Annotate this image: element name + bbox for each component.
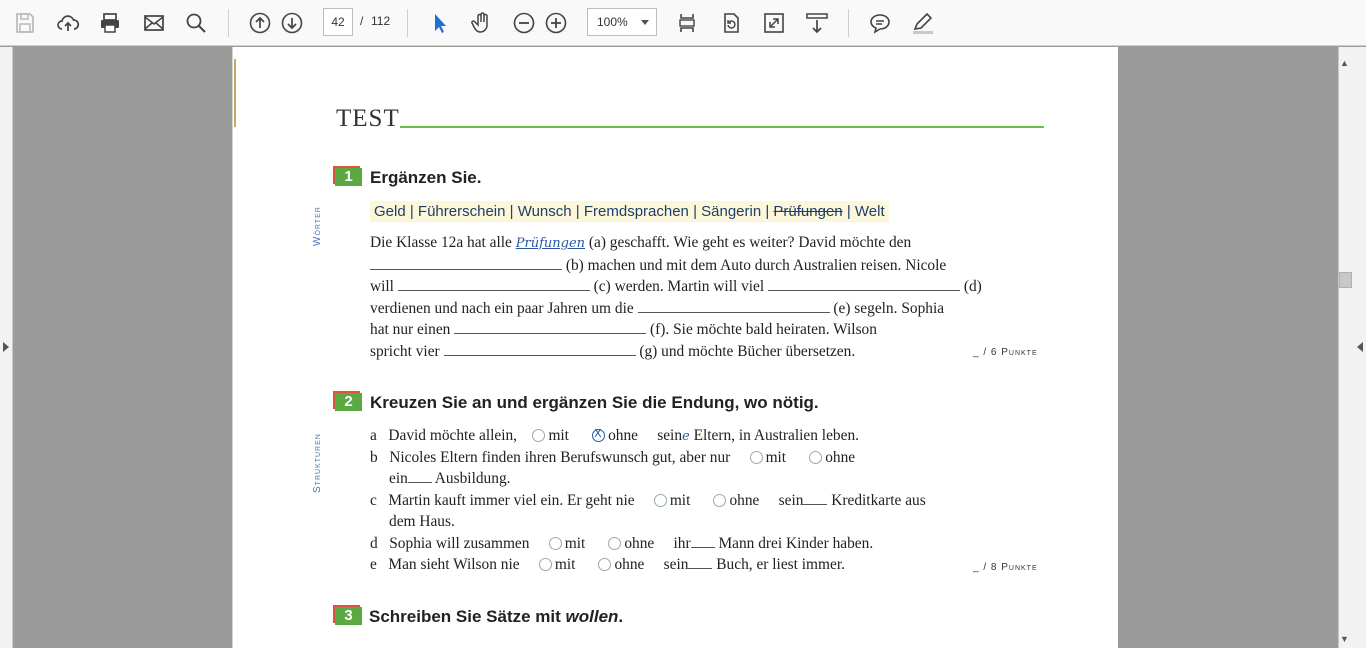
total-pages: 112 bbox=[371, 14, 391, 28]
section-1-side-label: Wörter bbox=[312, 206, 323, 246]
zoom-out-icon[interactable] bbox=[509, 8, 539, 38]
exercise-1-line bbox=[370, 276, 982, 296]
text-segment: (g) und möchte Bücher übersetzen. bbox=[635, 343, 856, 360]
exercise-2-item-c bbox=[370, 492, 926, 510]
exercise-2-item-e bbox=[370, 556, 845, 574]
item-text: David möchte allein, bbox=[388, 427, 518, 444]
text-segment: sein bbox=[778, 492, 804, 509]
word-bank-item: Geld bbox=[374, 203, 406, 220]
text-segment: (d) bbox=[960, 278, 982, 295]
answer-blank bbox=[638, 298, 830, 313]
word-bank-item: Sängerin bbox=[701, 203, 762, 220]
text-segment: ihr bbox=[673, 535, 691, 552]
text-segment: Die Klasse 12a hat alle bbox=[370, 234, 516, 251]
toolbar-divider bbox=[848, 9, 849, 37]
answer-blank bbox=[454, 319, 646, 334]
full-screen-icon[interactable] bbox=[759, 8, 789, 38]
exercise-1-line bbox=[370, 298, 944, 318]
scrollbar-thumb[interactable] bbox=[1339, 272, 1352, 288]
word-bank-item: Führerschein bbox=[417, 203, 506, 220]
title-segment: Schreiben Sie Sätze mit bbox=[369, 607, 566, 626]
text-segment: Eltern, in Australien leben. bbox=[689, 427, 859, 444]
option-label: mit bbox=[765, 449, 787, 466]
answer-blank bbox=[803, 492, 827, 505]
answer-blank bbox=[408, 470, 432, 483]
word-bank-item: Fremdsprachen bbox=[583, 203, 689, 220]
word-bank-separator: | bbox=[842, 203, 855, 220]
zoom-value: 100% bbox=[597, 15, 628, 29]
text-segment: sein bbox=[663, 556, 689, 573]
page-edge bbox=[232, 47, 233, 648]
answer-blank bbox=[444, 341, 636, 356]
word-bank-item-crossed: Prüfungen bbox=[773, 203, 843, 220]
comment-icon[interactable] bbox=[865, 8, 895, 38]
option-label: ohne bbox=[825, 449, 856, 466]
section-2-title: Kreuzen Sie an und ergänzen Sie die Endung, wo nötig. bbox=[370, 393, 819, 412]
answer-blank bbox=[370, 255, 562, 270]
option-label: ohne bbox=[729, 492, 760, 509]
next-page-icon[interactable] bbox=[277, 8, 307, 38]
title-emphasis: wollen bbox=[565, 607, 619, 626]
upload-cloud-icon[interactable] bbox=[53, 8, 83, 38]
option-label: mit bbox=[548, 427, 569, 444]
word-bank-item: Welt bbox=[854, 203, 885, 220]
section-2-number: 2 bbox=[335, 393, 362, 411]
text-segment: spricht vier bbox=[370, 343, 444, 360]
title-segment: . bbox=[618, 607, 624, 626]
text-segment: Ausbildung. bbox=[431, 470, 511, 487]
page-number-input[interactable]: 42 bbox=[323, 8, 353, 36]
item-letter: b bbox=[370, 449, 378, 466]
radio-circle[interactable] bbox=[608, 537, 621, 550]
option-label: ohne bbox=[624, 535, 655, 552]
section-1-points: _ / 6 Punkte bbox=[973, 347, 1038, 358]
toolbar bbox=[0, 0, 1366, 46]
option-label: mit bbox=[564, 535, 586, 552]
title-rule bbox=[400, 126, 1044, 128]
text-segment: Buch, er liest immer. bbox=[712, 556, 845, 573]
radio-circle-checked[interactable] bbox=[592, 429, 605, 442]
rotate-page-icon[interactable] bbox=[716, 8, 746, 38]
text-segment: (f). Sie möchte bald heiraten. Wilson bbox=[646, 321, 877, 338]
radio-circle[interactable] bbox=[532, 429, 545, 442]
section-2-points: _ / 8 Punkte bbox=[973, 562, 1038, 573]
radio-circle[interactable] bbox=[539, 558, 552, 571]
text-segment: (e) segeln. Sophia bbox=[829, 300, 945, 317]
zoom-select[interactable] bbox=[587, 8, 657, 36]
item-letter: d bbox=[370, 535, 378, 552]
chevron-down-icon bbox=[641, 20, 649, 25]
text-segment: (b) machen und mit dem Auto durch Australien reisen. Nicole bbox=[562, 257, 947, 274]
text-segment: Mann drei Kinder haben. bbox=[714, 535, 874, 552]
text-segment: (a) geschafft. Wie geht es weiter? David möchte den bbox=[585, 234, 912, 251]
item-letter: e bbox=[370, 556, 377, 573]
expand-right-panel-icon[interactable] bbox=[1357, 342, 1363, 352]
word-bank-separator: | bbox=[571, 203, 584, 220]
search-icon[interactable] bbox=[181, 8, 211, 38]
text-segment: dem Haus. bbox=[389, 513, 455, 530]
scroll-up-icon[interactable]: ▲ bbox=[1340, 58, 1349, 68]
handwritten-answer: Prüfungen bbox=[515, 236, 586, 251]
item-letter: c bbox=[370, 492, 377, 509]
page-separator: / bbox=[360, 14, 364, 28]
answer-blank bbox=[688, 556, 712, 569]
section-2-side-label: Strukturen bbox=[312, 433, 323, 493]
handwritten-ending: e bbox=[682, 429, 690, 444]
radio-circle[interactable] bbox=[809, 451, 822, 464]
word-bank bbox=[370, 201, 889, 222]
section-3-title bbox=[369, 607, 623, 627]
exercise-2-item-a bbox=[370, 427, 859, 445]
item-text: Man sieht Wilson nie bbox=[388, 556, 520, 573]
answer-blank bbox=[768, 276, 960, 291]
print-icon[interactable] bbox=[95, 8, 125, 38]
toolbar-divider bbox=[407, 9, 408, 37]
radio-circle[interactable] bbox=[750, 451, 763, 464]
download-icon[interactable] bbox=[802, 8, 832, 38]
section-1-number: 1 bbox=[335, 168, 362, 186]
binding-mark bbox=[234, 59, 236, 127]
exercise-1-line bbox=[370, 234, 911, 252]
exercise-1-line bbox=[370, 341, 855, 361]
word-bank-separator: | bbox=[505, 203, 518, 220]
scroll-down-icon[interactable]: ▼ bbox=[1340, 634, 1349, 644]
text-segment: (c) werden. Martin will viel bbox=[589, 278, 769, 295]
item-letter: a bbox=[370, 427, 377, 444]
item-text: Martin kauft immer viel ein. Er geht nie bbox=[388, 492, 635, 509]
section-1-title: Ergänzen Sie. bbox=[370, 168, 482, 187]
text-segment: Kreditkarte aus bbox=[827, 492, 926, 509]
option-label: ohne bbox=[608, 427, 638, 444]
word-bank-item: Wunsch bbox=[517, 203, 572, 220]
previous-page-icon[interactable] bbox=[245, 8, 275, 38]
zoom-in-icon[interactable] bbox=[541, 8, 571, 38]
radio-circle[interactable] bbox=[549, 537, 562, 550]
exercise-1-line bbox=[370, 319, 877, 339]
test-title: TEST bbox=[336, 105, 400, 132]
exercise-2-item-c-line2 bbox=[389, 513, 455, 531]
answer-blank bbox=[691, 535, 715, 548]
radio-circle[interactable] bbox=[713, 494, 726, 507]
exercise-2-item-b-line2 bbox=[389, 470, 511, 488]
section-3-number: 3 bbox=[335, 607, 362, 625]
text-segment: sein bbox=[657, 427, 683, 444]
exercise-1-line bbox=[370, 255, 946, 275]
document-page bbox=[232, 47, 1118, 648]
highlight-pen-icon[interactable] bbox=[908, 8, 938, 38]
option-label: mit bbox=[554, 556, 576, 573]
exercise-2-item-b bbox=[370, 449, 855, 467]
option-label: mit bbox=[669, 492, 691, 509]
hand-tool-icon[interactable] bbox=[467, 8, 497, 38]
exercise-2-item-d bbox=[370, 535, 873, 553]
item-text: Nicoles Eltern finden ihren Berufswunsch gut, aber nur bbox=[389, 449, 731, 466]
toolbar-divider bbox=[228, 9, 229, 37]
answer-blank bbox=[398, 276, 590, 291]
item-text: Sophia will zusammen bbox=[389, 535, 530, 552]
save-icon[interactable] bbox=[10, 8, 40, 38]
expand-left-panel-icon[interactable] bbox=[3, 342, 9, 352]
radio-circle[interactable] bbox=[598, 558, 611, 571]
select-cursor-icon[interactable] bbox=[424, 8, 454, 38]
text-segment: hat nur einen bbox=[370, 321, 455, 338]
word-bank-separator: | bbox=[405, 203, 418, 220]
option-label: ohne bbox=[614, 556, 645, 573]
text-segment: verdienen und nach ein paar Jahren um die bbox=[370, 300, 638, 317]
mail-icon[interactable] bbox=[139, 8, 169, 38]
text-segment: will bbox=[370, 278, 398, 295]
word-bank-separator: | bbox=[688, 203, 702, 220]
fit-page-icon[interactable] bbox=[672, 8, 702, 38]
text-segment: ein bbox=[389, 470, 408, 487]
radio-circle[interactable] bbox=[654, 494, 667, 507]
word-bank-separator: | bbox=[761, 203, 774, 220]
